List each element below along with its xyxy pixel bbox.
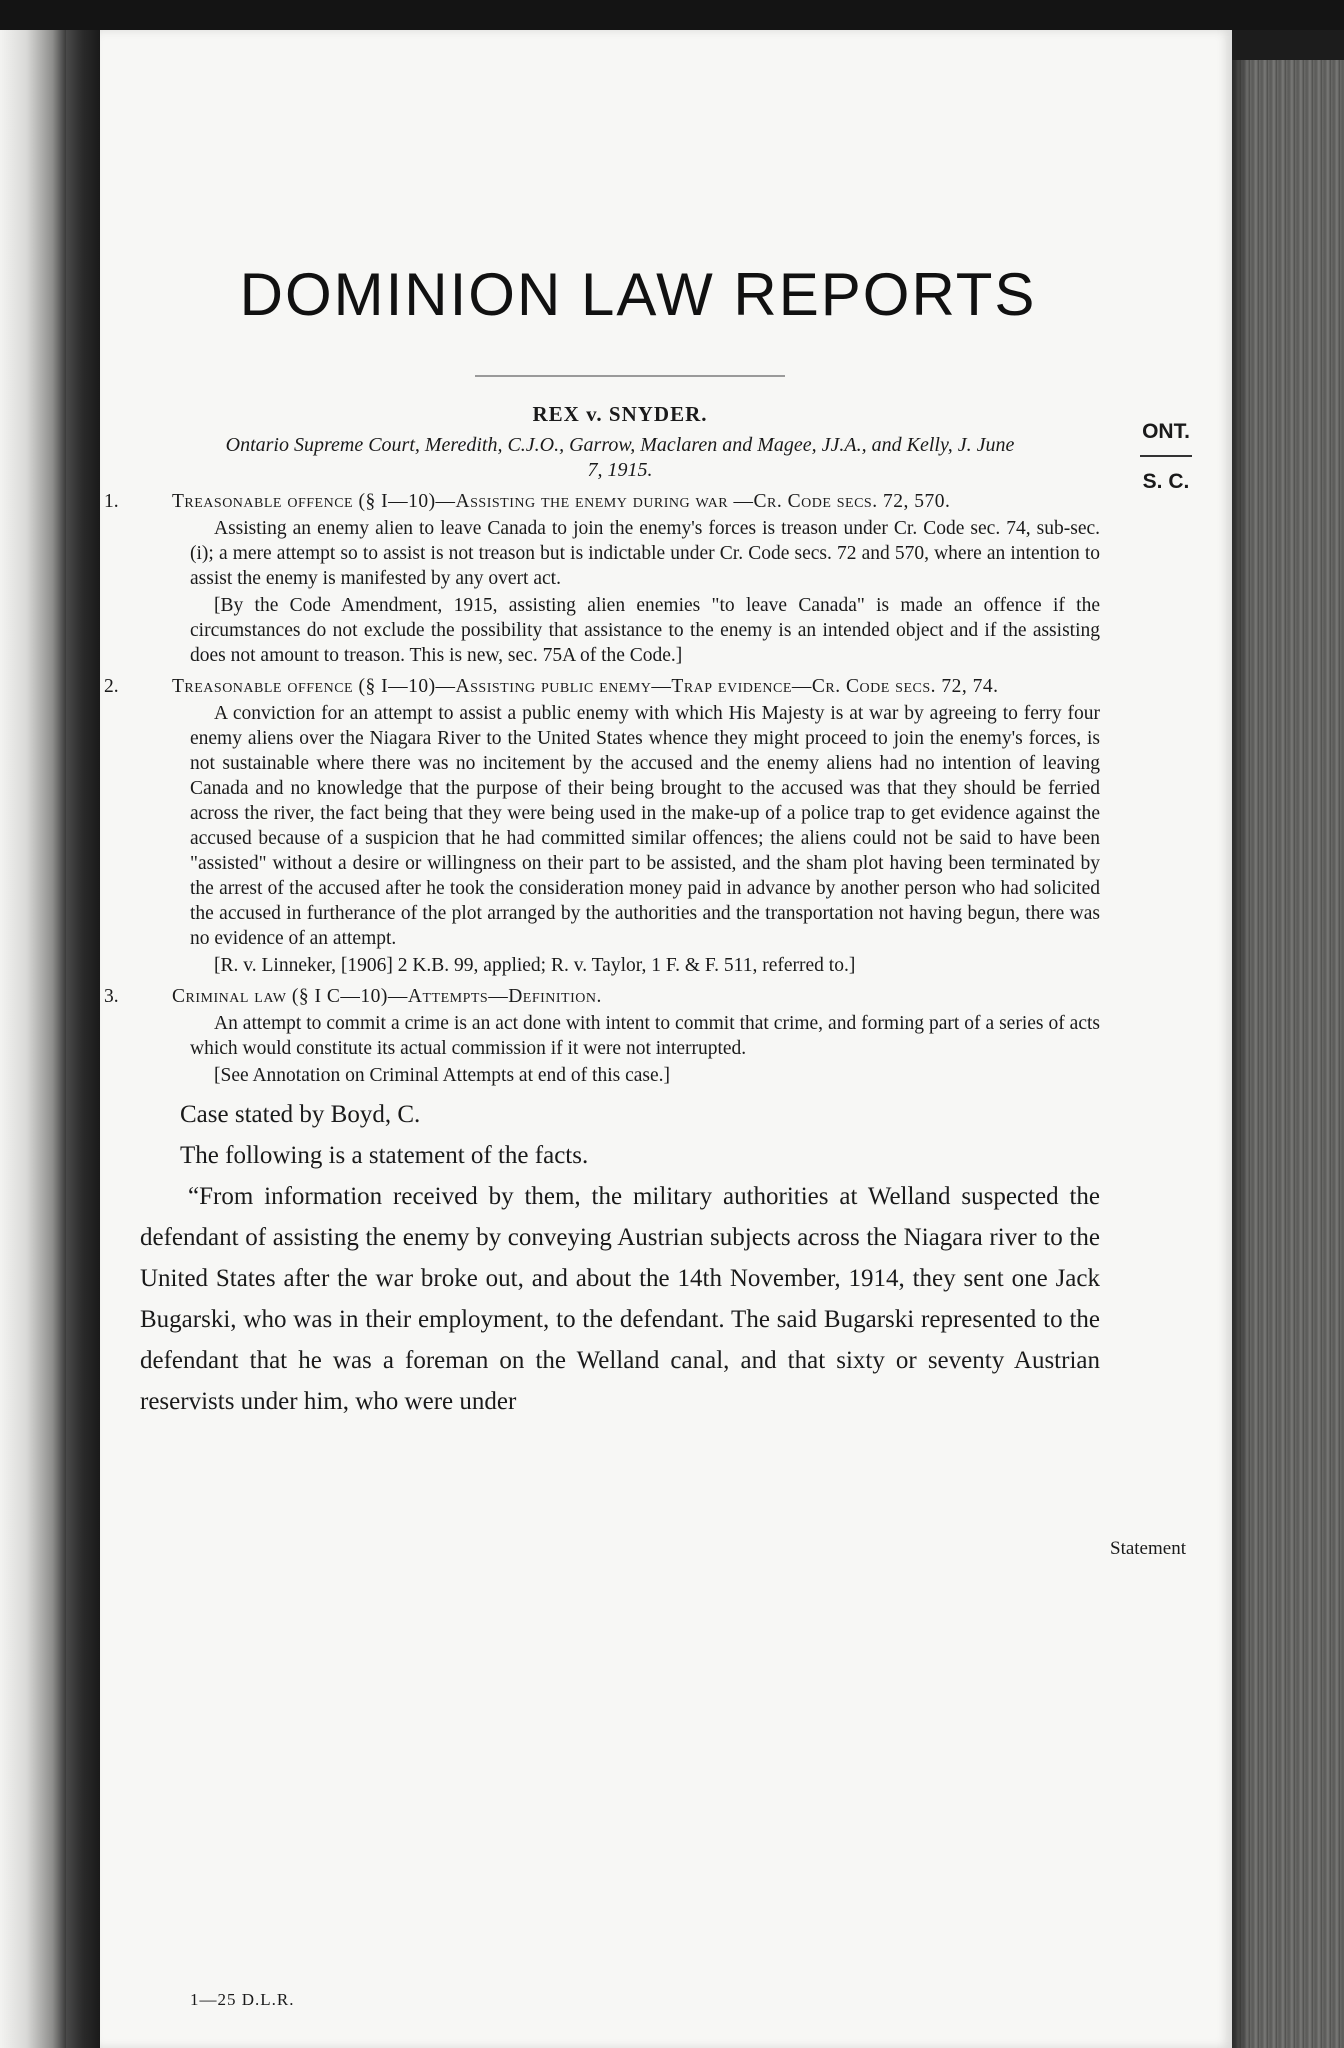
facing-page-edge (0, 30, 66, 2048)
headnote-heading (104, 984, 1100, 1009)
case-stated-line: Case stated by Boyd, C. (180, 1101, 421, 1128)
book-page (100, 30, 1232, 2048)
margin-province: ONT. (1142, 420, 1190, 443)
headnote-number: 3. (104, 986, 119, 1007)
headnote (104, 674, 1100, 978)
headnote (104, 984, 1100, 1088)
page-stack-shadow (1232, 60, 1250, 2048)
headnote (104, 489, 1100, 668)
margin-statement-label: Statement (1110, 1538, 1186, 1559)
margin-court: S. C. (1142, 470, 1190, 493)
headnote-body: A conviction for an attempt to assist a public enemy with which His Majesty is at war by agreeing to ferry four enemy aliens over the Niagara River to the United States whence they might proceed to join the enemy's forces, is not sustainable where there was no incitement by the accused and the enemy aliens had no intention of leaving Canada and no knowledge that the purpose of their being brought to the accused was that they should be ferried across the river, the fact being that they were being used in the make-up of a police trap to get evidence against the accused because of a suspicion that he had committed similar offences; the aliens could not be said to have been "assisted" without a desire or willingness on their part to be assisted, and the sham plot having been terminated by the arrest of the accused after he took the consideration money paid in advance by another person who had solicited the accused in furtherance of the plot arranged by the authorities and the transportation not having begun, there was no evidence of an attempt. (190, 703, 1100, 949)
court-line: Ontario Supreme Court, Meredith, C.J.O., Garrow, Maclaren and Magee, JJ.A., and Kelly, J. June 7, 1915. (225, 434, 1015, 481)
margin-rule (1140, 455, 1192, 457)
headnote-heading (104, 489, 1100, 514)
headnote-heading (104, 674, 1100, 699)
headnote-note: [R. v. Linneker, [1906] 2 K.B. 99, applied; R. v. Taylor, 1 F. & F. 511, referred to.] (214, 955, 856, 976)
headnote-body: An attempt to commit a crime is an act done with intent to commit that crime, and forming part of a series of acts which would constitute its actual commission if it were not interrupted. (190, 1013, 1100, 1059)
headnote-heading-text: Treasonable offence (§ I—10)—Assisting the enemy during war —Cr. Code secs. 72, 570. (172, 491, 951, 512)
main-text-column (104, 402, 1100, 1422)
case-title: REX v. SNYDER. (532, 402, 708, 426)
headnote-note: [By the Code Amendment, 1915, assisting alien enemies "to leave Canada" is made an offence if the circumstances do not exclude the possibility that assistance to the enemy is an intended object and if the assisting does not amount to treason. This is new, sec. 75A of the Code.] (190, 595, 1100, 666)
headnote-heading-text: Treasonable offence (§ I—10)—Assisting public enemy—Trap evidence—Cr. Code secs. 72, 74. (172, 676, 999, 697)
headnote-heading-text: Criminal law (§ I C—10)—Attempts—Definition. (172, 986, 602, 1007)
report-title: DOMINION LAW REPORTS (239, 261, 1037, 328)
headnote-note: [See Annotation on Criminal Attempts at end of this case.] (214, 1065, 671, 1086)
statement-body: “From information received by them, the military authorities at Welland suspected the defendant of assisting the enemy by conveying Austrian subjects across the Niagara river to the United States after the war broke out, and about the 14th November, 1914, they sent one Jack Bugarski, who was in their employment, to the defendant. The said Bugarski represented to the defendant that he was a foreman on the Welland canal, and that sixty or seventy Austrian reservists under him, who were under (140, 1183, 1100, 1415)
headnote-body: Assisting an enemy alien to leave Canada to join the enemy's forces is treason under Cr. Code sec. 74, sub-sec. (i); a mere attempt so to assist is not treason but is indictable under Cr. Code secs. 72 and 570, where an intention to assist the enemy is manifested by any overt act. (190, 518, 1100, 589)
statement-intro: The following is a statement of the facts. (180, 1142, 589, 1169)
headnote-number: 1. (104, 491, 119, 512)
scan-top-border (0, 0, 1344, 30)
page-footer-signature: 1—25 D.L.R. (190, 1990, 295, 2009)
title-rule (475, 375, 785, 377)
book-gutter (66, 30, 100, 2048)
headnote-number: 2. (104, 676, 119, 697)
